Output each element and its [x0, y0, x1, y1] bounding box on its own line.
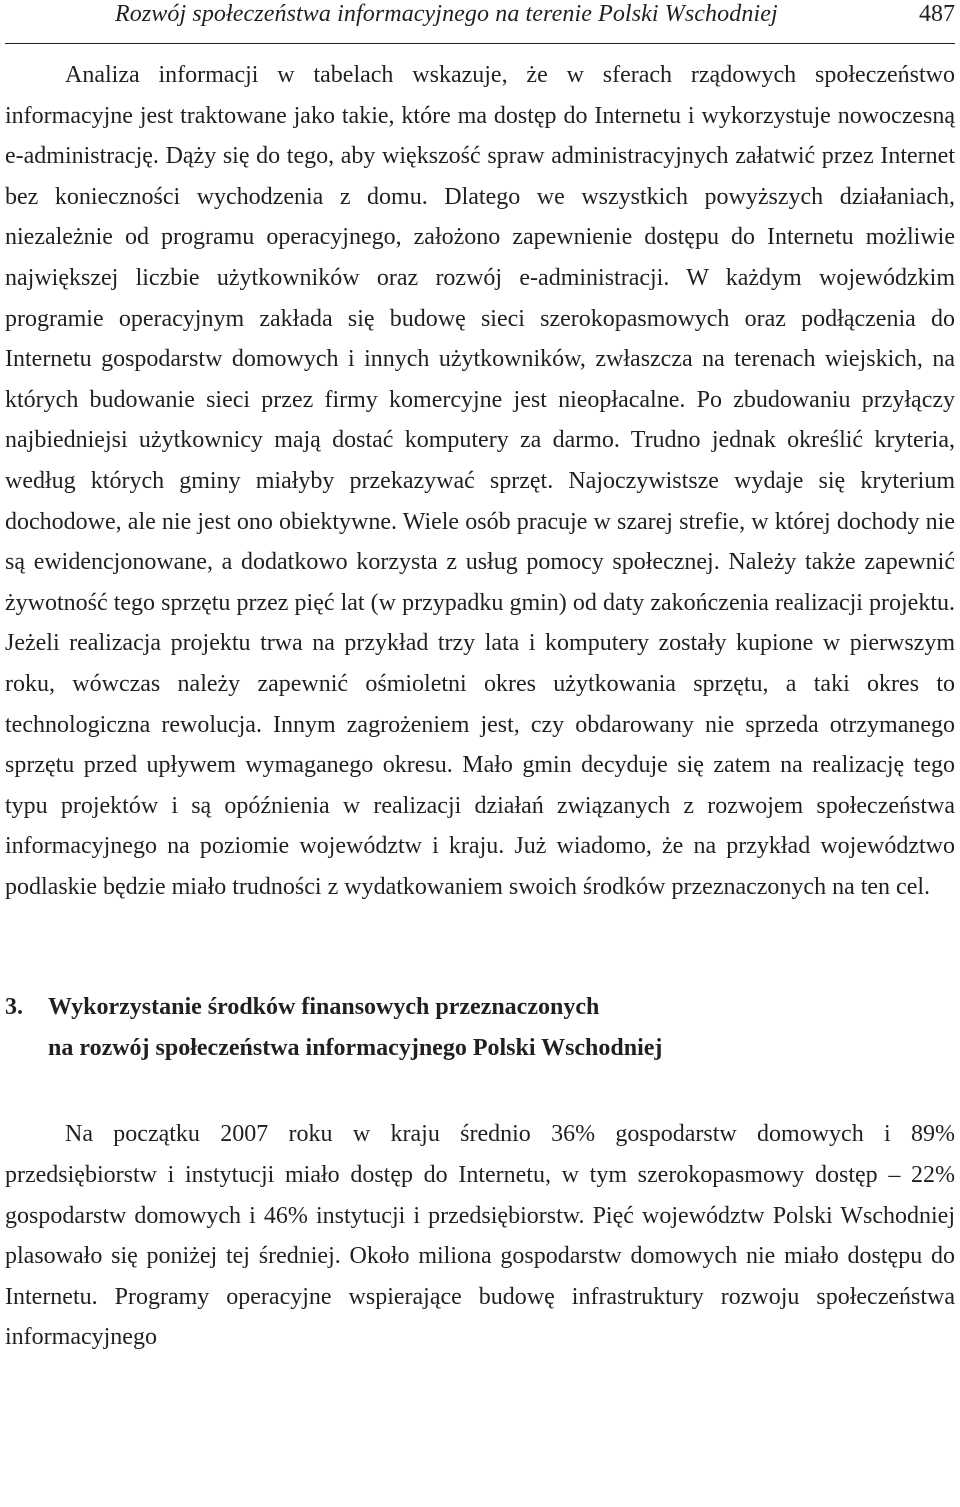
document-page [5, 0, 955, 1358]
page-number: 487 [919, 1, 955, 27]
section-number: 3. [5, 994, 23, 1021]
running-title: Rozwój społeczeństwa informacyjnego na terenie Polski Wschodniej [115, 1, 778, 27]
body-paragraph-1: Analiza informacji w tabelach wskazuje, że w sferach rządowych społeczeństwo informacyjne jest traktowane jako takie, które ma dostęp do Internetu i wykorzystuje nowoczesną e-administrację. Dąży się do tego, aby większość spraw administracyjnych załatwić przez Internet bez konieczności wychodzenia z domu. Dlatego we wszystkich powyższych działaniach, niezależnie od programu operacyjnego, założono zapewnienie dostępu do Internetu możliwie największej liczbie użytkowników oraz rozwój e-administracji. W każdym wojewódzkim programie operacyjnym zakłada się budowę sieci szerokopasmowych oraz podłączenia do Internetu gospodarstw domowych i innych użytkowników, zwłaszcza na terenach wiejskich, na których budowanie sieci przez firmy komercyjne jest nieopłacalne. Po zbudowaniu przyłączy najbiedniejsi użytkownicy mają dostać komputery za darmo. Trudno jednak określić kryteria, według których gminy miałyby przekazywać sprzęt. Najoczywistsze wydaje się kryterium dochodowe, ale nie jest ono obiektywne. Wiele osób pracuje w szarej strefie, w której dochody nie są ewidencjonowane, a dodatkowo korzysta z usług pomocy społecznej. Należy także zapewnić żywotność tego sprzętu przez pięć lat (w przypadku gmin) od daty zakończenia realizacji projektu. Jeżeli realizacja projektu trwa na przykład trzy lata i komputery zostały kupione w pierwszym roku, wówczas należy zapewnić ośmioletni okres użytkowania sprzętu, a taki okres to technologiczna rewolucja. Innym zagrożeniem jest, czy obdarowany nie sprzeda otrzymanego sprzętu przed upływem wymaganego okresu. Mało gmin decyduje się zatem na realizację tego typu projektów i są opóźnienia w realizacji działań związanych z rozwojem społeczeństwa informacyjnego na poziomie województw i kraju. Już wiadomo, że na przykład województwo podlaskie będzie miało trudności z wydatkowaniem swoich środków przeznaczonych na ten cel. [5, 62, 955, 900]
section-title-line-1: Wykorzystanie środków finansowych przeznaczonych [48, 994, 600, 1021]
section-heading [5, 987, 955, 1068]
running-header [5, 0, 955, 44]
section-title-line-2: na rozwój społeczeństwa informacyjnego Polski Wschodniej [48, 1034, 663, 1061]
body-paragraph-2: Na początku 2007 roku w kraju średnio 36% gospodarstw domowych i 89% przedsiębiorstw i instytucji miało dostęp do Internetu, w tym szerokopasmowy dostęp – 22% gospodarstw domowych i 46% instytucji i przedsiębiorstw. Pięć województw Polski Wschodniej plasowało się poniżej tej średniej. Około miliona gospodarstw domowych nie miało dostępu do Internetu. Programy operacyjne wspierające budowę infrastruktury rozwoju społeczeństwa informacyjnego [5, 1121, 955, 1351]
